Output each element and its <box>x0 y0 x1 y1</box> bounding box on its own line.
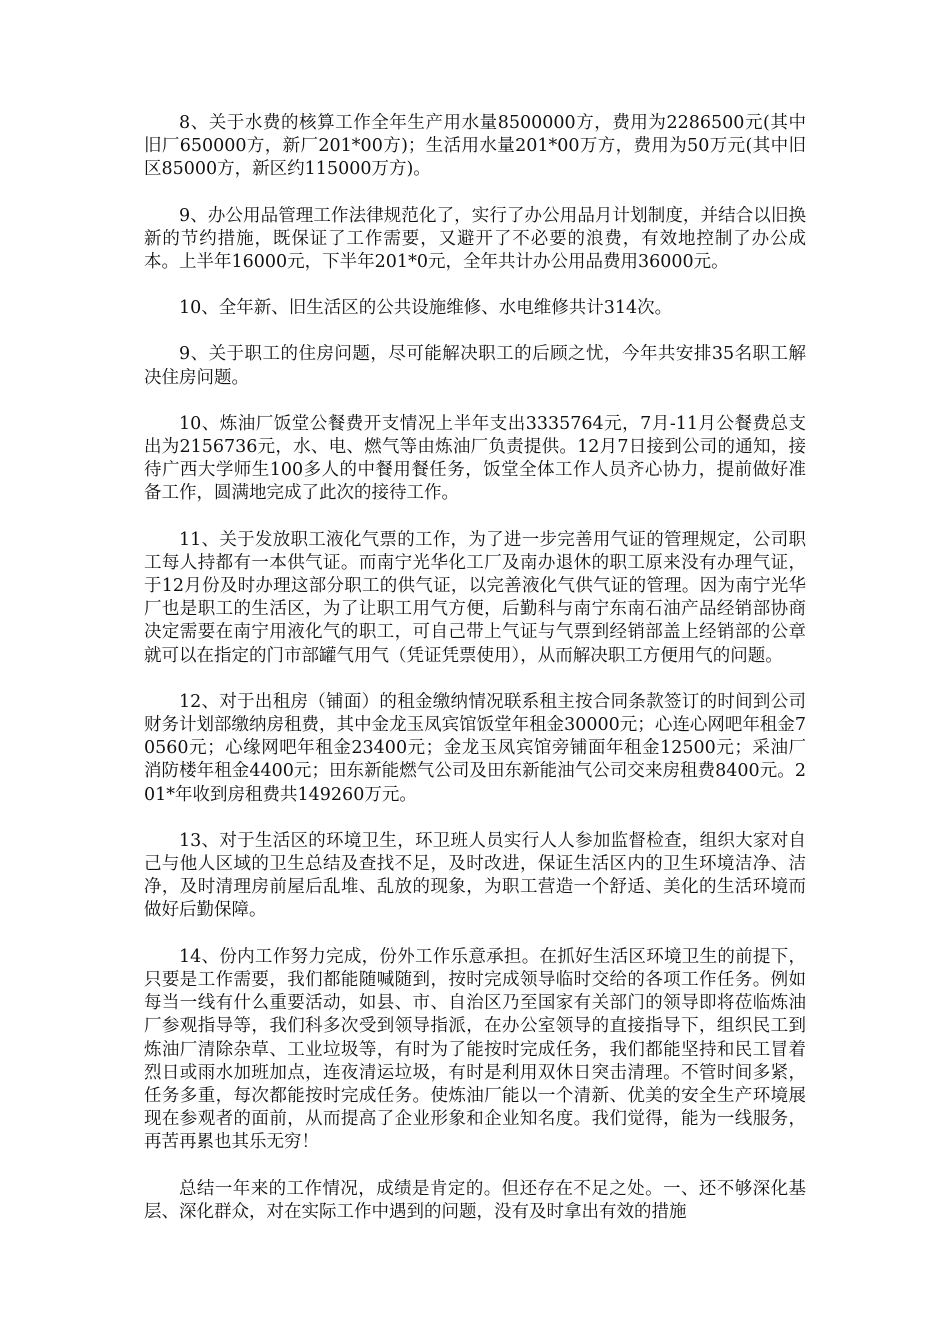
paragraph-office-supplies: 9、办公用品管理工作法律规范化了，实行了办公用品月计划制度，并结合以旧换新的节约措施，既保证了工作需要，又避开了不必要的浪费，有效地控制了办公成本。上半年16000元，下半年201*0元，全年共计办公用品费用36000元。 <box>144 205 806 273</box>
paragraph-facility-repairs: 10、全年新、旧生活区的公共设施维修、水电维修共计314次。 <box>179 298 673 319</box>
paragraph-summary: 总结一年来的工作情况，成绩是肯定的。但还存在不足之处。一、还不够深化基层、深化群众，对在实际工作中遇到的问题，没有及时拿出有效的措施 <box>144 1178 806 1222</box>
paragraph-staff-housing: 9、关于职工的住房问题，尽可能解决职工的后顾之忧，今年共安排35名职工解决住房问题。 <box>144 344 806 388</box>
paragraph-gas-tickets: 11、关于发放职工液化气票的工作，为了进一步完善用气证的管理规定，公司职工每人持都有一本供气证。而南宁光华化工厂及南办退休的职工原来没有办理气证，于12月份及时办理这部分职工的供气证，以完善液化气供气证的管理。因为南宁光华厂也是职工的生活区，为了让职工用气方便，后勤科与南宁东南石油产品经销部协商决定需要在南宁用液化气的职工，可自己带上气证与气票到经销部盖上经销部的公章就可以在指定的门市部罐气用气（凭证凭票使用），从而解决职工方便用气的问题。 <box>144 529 806 666</box>
paragraph-rental-income: 12、对于出租房（铺面）的租金缴纳情况联系租主按合同条款签订的时间到公司财务计划部缴纳房租费，其中金龙玉凤宾馆饭堂年租金30000元；心连心网吧年租金70560元；心缘网吧年租金23400元；金龙玉凤宾馆旁铺面年租金12500元；采油厂消防楼年租金4400元；田东新能燃气公司及田东新能油气公司交来房租费8400元。201*年收到房租费共149260万元。 <box>144 691 806 805</box>
paragraph-environment-hygiene: 13、对于生活区的环境卫生，环卫班人员实行人人参加监督检查，组织大家对自己与他人区域的卫生总结及查找不足，及时改进，保证生活区内的卫生环境洁净、洁净，及时清理房前屋后乱堆、乱放的现象，为职工营造一个舒适、美化的生活环境而做好后勤保障。 <box>144 830 806 921</box>
paragraph-water-fee: 8、关于水费的核算工作全年生产用水量8500000方，费用为2286500元(其中旧厂650000方，新厂201*00方)；生活用水量201*00万方，费用为50万元(其中旧区85000方，新区约115000万方)。 <box>144 113 806 180</box>
paragraph-canteen-expenses: 10、炼油厂饭堂公餐费开支情况上半年支出3335764元，7月-11月公餐费总支出为2156736元，水、电、燃气等由炼油厂负责提供。12月7日接到公司的通知，接待广西大学师生100多人的中餐用餐任务，饭堂全体工作人员齐心协力，提前做好准备工作，圆满地完成了此次的接待工作。 <box>144 413 806 504</box>
paragraph-extra-duties: 14、份内工作努力完成，份外工作乐意承担。在抓好生活区环境卫生的前提下，只要是工作需要，我们都能随喊随到，按时完成领导临时交给的各项工作任务。例如每当一线有什么重要活动，如县、市、自治区乃至国家有关部门的领导即将莅临炼油厂参观指导等，我们科多次受到领导指派，在办公室领导的直接指导下，组织民工到炼油厂清除杂草、工业垃圾等，有时为了能按时完成任务，我们都能坚持和民工冒着烈日或雨水加班加点，连夜清运垃圾，有时是利用双休日突击清理。不管时间多紧，任务多重，每次都能按时完成任务。使炼油厂能以一个清新、优美的安全生产环境展现在参观者的面前，从而提高了企业形象和企业知名度。我们觉得，能为一线服务，再苦再累也其乐无穷！ <box>144 946 806 1153</box>
document-page <box>144 112 806 1247</box>
